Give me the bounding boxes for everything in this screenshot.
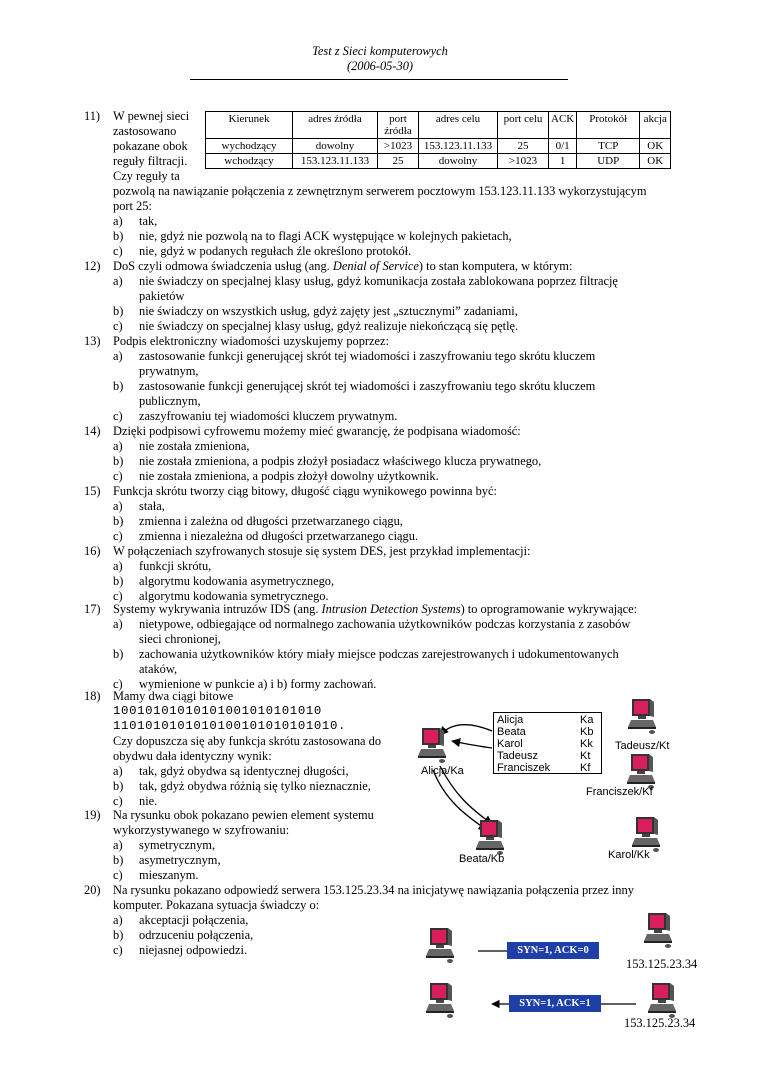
text-line: zastosowano [113,124,177,138]
table-cell: 153.123.11.133 [293,154,378,169]
question-number: 14) [84,424,101,438]
test-date: (2006-05-30) [346,59,414,73]
answer-a: a) tak, [113,214,158,228]
answer-b: b) nie została zmieniona, a podpis złożył posiadacz właściwego klucza prywatnego, [113,454,542,468]
answer-c: c) zmienna i niezależna od długości przetwarzanego ciągu. [113,529,419,543]
text-line: port 25: [113,199,152,213]
table-cell: dowolny [293,139,378,154]
table-header: port źródła [378,112,419,139]
table-cell: 1 [549,154,577,169]
answer-a: a) nietypowe, odbiegające od normalnego zachowania użytkowników podczas korzystania z zasobów [113,617,631,631]
table-cell: >1023 [498,154,549,169]
table-cell: wychodzący [206,139,293,154]
answer-a-cont: prywatnym, [139,364,199,378]
answer-b: b) nie, gdyż nie pozwolą na to flagi ACK występujące w kolejnych pakietach, [113,229,512,243]
table-cell: 25 [498,139,549,154]
bit-string-2: 1101010101010100101010101010. [113,719,347,733]
question-number: 12) [84,259,101,273]
table-cell: TCP [577,139,640,154]
answer-b: b) zastosowanie funkcji generującej skrót tej wiadomości i zaszyfrowaniu tego skrótu kluczem [113,379,596,393]
answer-a: a) funkcji skrótu, [113,559,212,573]
label-beata: Beata/Kb [459,853,505,865]
syn-arrow-response: SYN=1, ACK=1 [509,995,601,1012]
syn-arrow-request: SYN=1, ACK=0 [507,942,599,959]
answer-c: c) nie została zmieniona, a podpis złożył dowolny użytkownik. [113,469,439,483]
table-header: Kierunek [206,112,293,139]
answer-c: c) nie świadczy on specjalnej klasy usług, gdyż realizuje niekończącą się pętlę. [113,319,519,333]
answer-c: c) mieszanym. [113,868,199,882]
text-line: Czy reguły ta [113,169,180,183]
answer-b-cont: ataków, [139,662,178,676]
answer-c: c) algorytmu kodowania symetrycznego. [113,589,329,603]
table-cell: >1023 [378,139,419,154]
answer-b: b) asymetrycznym, [113,853,221,867]
answer-b: b) nie świadczy on wszystkich usług, gdyż zajęty jest „sztucznymi” zadaniami, [113,304,518,318]
table-header: Protokół [577,112,640,139]
table-cell: dowolny [419,154,498,169]
answer-c: c) wymienione w punkcie a) i b) formy zachowań. [113,677,377,691]
text-line: W pewnej sieci [113,109,190,123]
answer-a-cont: sieci chronionej, [139,632,221,646]
computer-icon [648,981,678,1019]
question-number: 18) [84,689,101,703]
table-header: adres celu [419,112,498,139]
table-header: port celu [498,112,549,139]
table-cell: 153.123.11.133 [419,139,498,154]
answer-b: b) odrzuceniu połączenia, [113,928,254,942]
question-number: 19) [84,808,101,822]
question-number: 20) [84,883,101,897]
answer-c: c) niejasnej odpowiedzi. [113,943,248,957]
answer-a: a) nie została zmieniona, [113,439,250,453]
computer-icon [628,697,658,735]
table-cell: UDP [577,154,640,169]
answer-c: c) nie. [113,794,158,808]
answer-a: a) tak, gdyż obydwa są identycznej długości, [113,764,349,778]
table-header: adres źródła [293,112,378,139]
label-alicja: Alicja/Ka [421,765,464,777]
answer-b-cont: publicznym, [139,394,201,408]
text-line: pokazane obok [113,139,188,153]
answer-b: b) zmienna i zależna od długości przetwarzanego ciągu, [113,514,403,528]
answer-c: c) nie, gdyż w podanych regułach źle określono protokół. [113,244,412,258]
computer-icon [426,926,456,964]
text-line: reguły filtracji. [113,154,188,168]
label-karol: Karol/Kk [608,849,650,861]
label-tadeusz: Tadeusz/Kt [615,740,670,752]
table-cell: OK [640,154,671,169]
server-ip-1: 153.125.23.34 [626,957,698,971]
table-cell: wchodzący [206,154,293,169]
computer-icon [426,981,456,1019]
answer-a: a) symetrycznym, [113,838,216,852]
table-cell: 25 [378,154,419,169]
answer-a: a) nie świadczy on specjalnej klasy usług, gdyż komunikacja została zablokowana poprzez filtrację [113,274,618,288]
answer-a: a) zastosowanie funkcji generującej skrót tej wiadomości i zaszyfrowaniu tego skrótu kluczem [113,349,596,363]
question-number: 13) [84,334,101,348]
table-cell: OK [640,139,671,154]
question-number: 17) [84,602,101,616]
answer-b: b) tak, gdyż obydwa różnią się tylko nieznacznie, [113,779,371,793]
bit-string-1: 10010101010101001010101010 [113,704,322,718]
table-header: ACK [549,112,577,139]
table-header: akcja [640,112,671,139]
answer-c: c) zaszyfrowaniu tej wiadomości kluczem prywatnym. [113,409,398,423]
answer-b: b) algorytmu kodowania asymetrycznego, [113,574,335,588]
computer-icon [476,818,506,856]
question-number: 15) [84,484,101,498]
keys-table: Alicja Ka Beata Kb Karol Kk Tadeusz Kt Franciszek Kf [493,712,602,774]
test-title: Test z Sieci komputerowych [312,44,448,58]
answer-b: b) zachowania użytkowników który miały miejsce podczas zarejestrowanych i udokumentowanych [113,647,619,661]
text-line: pozwolą na nawiązanie połączenia z zewnętrznym serwerem pocztowym 153.123.11.133 wykorzystującym [113,184,647,198]
question-number: 11) [84,109,101,123]
answer-a: a) akceptacji połączenia, [113,913,249,927]
label-franciszek: Franciszek/Kf [586,786,653,798]
computer-icon [644,911,674,949]
answer-a: a) stała, [113,499,165,513]
answer-a-cont: pakietów [139,289,185,303]
computer-icon [418,726,448,764]
table-cell: 0/1 [549,139,577,154]
server-ip-2: 153.125.23.34 [624,1016,696,1030]
question-number: 16) [84,544,101,558]
